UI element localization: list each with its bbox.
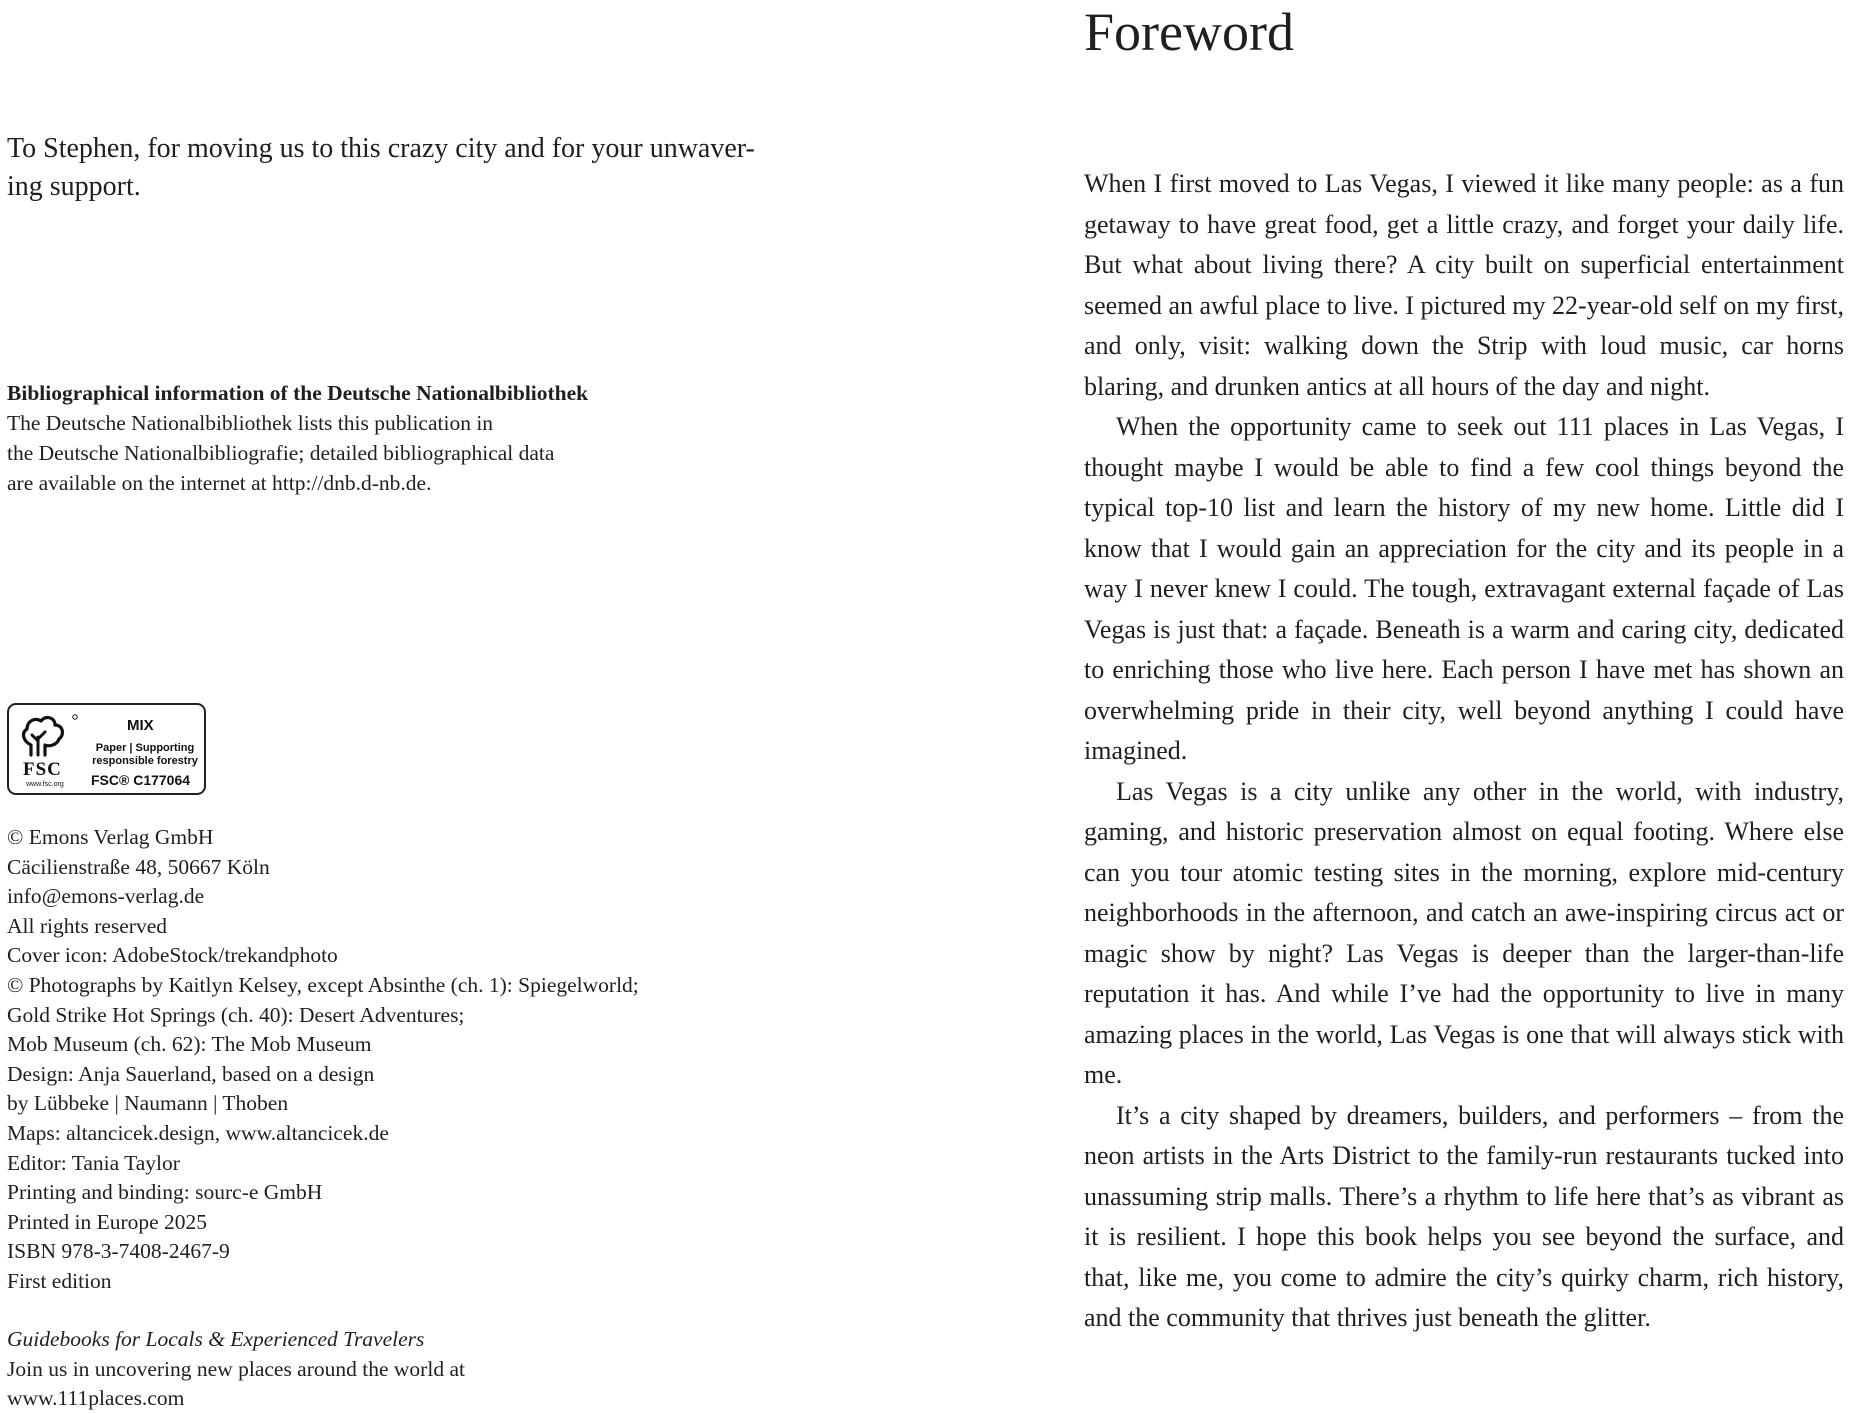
imprint-line: Design: Anja Sauerland, based on a design (7, 1061, 375, 1086)
fsc-brand: FSC (23, 759, 62, 780)
imprint (7, 823, 767, 1297)
imprint-line: Editor: Tania Taylor (7, 1150, 180, 1175)
series-info (7, 1325, 767, 1414)
imprint-line: All rights reserved (7, 913, 168, 938)
series-title: Guidebooks for Locals & Experienced Travelers (7, 1327, 425, 1351)
imprint-line: Cäcilienstraße 48, 50667 Köln (7, 854, 270, 879)
copyright-page (0, 0, 900, 1411)
fsc-url: www.fsc.org (26, 781, 64, 788)
foreword-paragraph: When I first moved to Las Vegas, I viewed it like many people: as a fun getaway to have great food, get a little crazy, and forget your daily life. But what about living there? A city built on superficial entertainment seemed an awful place to live. I pictured my 22-year-old self on my first, and only, visit: walking down the Strip with loud music, car horns blaring, and drunken antics at all hours of the day and night. (1084, 169, 1844, 401)
bibliographical-info-line: the Deutsche Nationalbibliografie; detailed bibliographical data (7, 441, 555, 465)
foreword-paragraph: When the opportunity came to seek out 111 places in Las Vegas, I thought maybe I would be able to find a few cool things beyond the typical top-10 list and learn the history of my new home. Little did I know that I would gain an appreciation for the city and its people in a way I never knew I could. The tough, extravagant external façade of Las Vegas is just that: a façade. Beneath is a warm and caring city, dedicated to enriching those who live here. Each person I have met has shown an overwhelming pride in their city, well beyond anything I could have imagined. (1084, 412, 1844, 765)
page-title: Foreword (1084, 2, 1294, 62)
bibliographical-info-line: The Deutsche Nationalbibliothek lists this publication in (7, 411, 494, 435)
fsc-tree-icon (17, 711, 83, 761)
imprint-line: info@emons-verlag.de (7, 884, 205, 909)
dedication-line: To Stephen, for moving us to this crazy city and for your unwaver- (7, 133, 755, 164)
fsc-description: Paper | Supporting responsible forestry (92, 742, 198, 767)
imprint-line: Maps: altancicek.design, www.altancicek.de (7, 1120, 389, 1145)
bibliographical-info (7, 378, 707, 498)
series-line: Join us in uncovering new places around the world at (7, 1356, 465, 1381)
imprint-line: Cover icon: AdobeStock/trekandphoto (7, 943, 338, 968)
fsc-mix-label: MIX (127, 717, 154, 734)
bibliographical-info-line: are available on the internet at http://dnb.d-nb.de. (7, 471, 432, 495)
imprint-line: First edition (7, 1268, 112, 1293)
foreword-body (1084, 164, 1844, 1339)
imprint-line: © Emons Verlag GmbH (7, 825, 214, 849)
imprint-line: Printing and binding: sourc-e GmbH (7, 1180, 323, 1205)
imprint-line: Gold Strike Hot Springs (ch. 40): Desert Adventures; (7, 1002, 465, 1027)
bibliographical-info-title: Bibliographical information of the Deutsche Nationalbibliothek (7, 381, 589, 405)
imprint-line: by Lübbeke | Naumann | Thoben (7, 1091, 289, 1116)
foreword-paragraph: Las Vegas is a city unlike any other in the world, with industry, gaming, and historic preservation almost on equal footing. Where else can you tour atomic testing sites in the morning, explore mid-century neighborhoods in the afternoon, and catch an awe-inspiring circus act or magic show by night? Las Vegas is deeper than the larger-than-life reputation it has. And while I’ve had the opportunity to live in many amazing places in the world, Las Vegas is one that will always stick with me. (1084, 776, 1844, 1089)
series-line: www.111places.com (7, 1386, 185, 1411)
imprint-line: Mob Museum (ch. 62): The Mob Museum (7, 1032, 372, 1057)
dedication (7, 130, 767, 206)
foreword-paragraph: It’s a city shaped by dreamers, builders, and performers – from the neon artists in the Arts District to the family-run restaurants tucked into unassuming strip malls. There’s a rhythm to life here that’s as vibrant as it is resilient. I hope this book helps you see beyond the surface, and that, like me, you come to admire the city’s quirky charm, rich history, and the community that thrives just beneath the glitter. (1084, 1100, 1844, 1332)
imprint-line: © Photographs by Kaitlyn Kelsey, except Absinthe (ch. 1): Spiegelworld; (7, 972, 639, 997)
imprint-line: Printed in Europe 2025 (7, 1209, 208, 1234)
foreword-page (1080, 0, 1854, 1396)
imprint-line: ISBN 978-3-7408-2467-9 (7, 1239, 230, 1264)
dedication-line: ing support. (7, 171, 141, 202)
fsc-license-code: FSC® C177064 (91, 772, 191, 788)
fsc-certification-logo (7, 703, 206, 795)
